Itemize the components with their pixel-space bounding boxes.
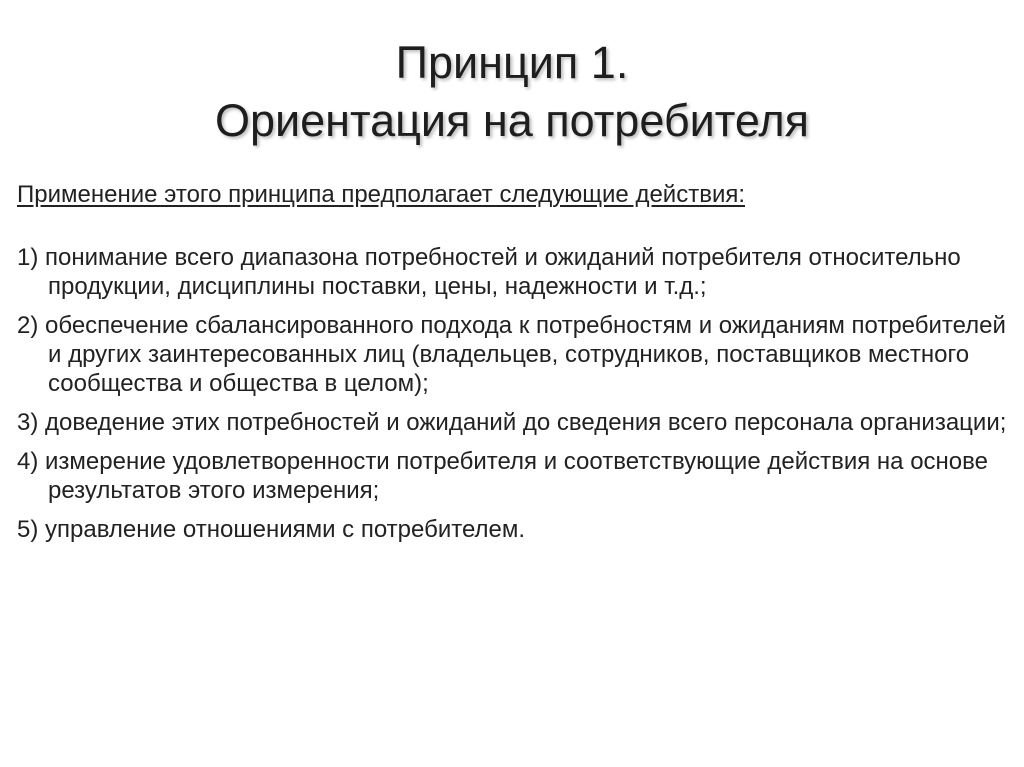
intro-text: Применение этого принципа предполагает следующие действия:: [17, 181, 746, 208]
list-item-3: 3) доведение этих потребностей и ожиданий до сведения всего персонала организации;: [17, 409, 1007, 436]
list-item-5: 5) управление отношениями с потребителем.: [17, 516, 526, 543]
title-line-1: Принцип 1.: [395, 37, 629, 88]
slide-content: [17, 180, 1007, 554]
title-line-2: Ориентация на потребителя: [214, 95, 810, 146]
list-item-2: 2) обеспечение сбалансированного подхода к потребностям и ожиданиям потребителей и других заинтересованных лиц (владельцев, сотрудников, поставщиков местного сообщества и общества в целом);: [17, 312, 1006, 397]
list-item-1: 1) понимание всего диапазона потребностей и ожиданий потребителя относительно продукции, дисциплины поставки, цены, надежности и т.д.;: [17, 244, 961, 300]
action-list: [17, 243, 1007, 544]
slide-title: [0, 34, 1024, 150]
list-item-4: 4) измерение удовлетворенности потребителя и соответствующие действия на основе результатов этого измерения;: [17, 448, 988, 504]
